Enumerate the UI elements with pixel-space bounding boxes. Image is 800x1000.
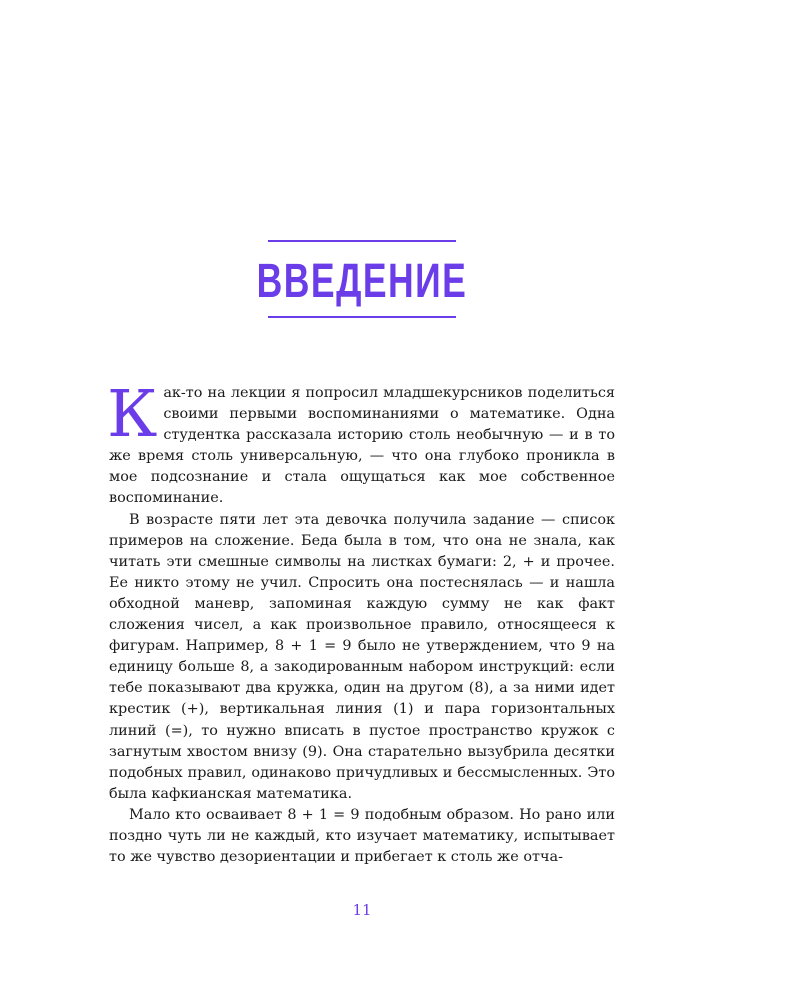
paragraph-1 bbox=[107, 377, 615, 510]
chapter-title: ВВЕДЕНИЕ bbox=[256, 255, 468, 308]
page-number: 11 bbox=[352, 901, 372, 919]
paragraph-2: В возрасте пяти лет эта девочка получила задание — список примеров на сложение. Беда была в том, что она не знала, как читать эти смешные символы на листках бумаги: 2, + и прочее. Ее никто этому не учил. Спросить она постеснялась — и нашла обходной маневр, запоминая каждую сумму не как факт сложения чисел, а как произвольное правило, относящееся к фигурам. Например, 8 + 1 = 9 было не утверждением, что 9 на единицу больше 8, а закодированным набором инструкций: если тебе показывают два кружка, один на другом (8), а за ними идет крестик (+), вертикальная линия (1) и пара горизонтальных линий (=), то нужно вписать в пустое пространство кружок с загнутым хвостом внизу (9). Она старательно вызубрила десятки подобных правил, одинаково причудливых и бессмысленных. Это была кафкианская математика. bbox=[109, 511, 615, 802]
paragraph-3: Мало кто осваивает 8 + 1 = 9 подобным образом. Но рано или поздно чуть ли не каждый, кто изучает математику, испытывает то же чувство дезориентации и прибегает к столь же отча- bbox=[109, 806, 615, 866]
paragraph-1-text: ак-то на лекции я попросил младшекурсников поделиться своими первыми воспоминаниями о математике. Одна студентка рассказала историю столь необычную — и в то же время столь универсальную, — что она глубоко проникла в мое подсознание и стала ощущаться как мое собственное воспоминание. bbox=[109, 385, 615, 507]
title-rule-bottom bbox=[268, 316, 456, 318]
title-rule-top bbox=[268, 240, 456, 242]
body-text bbox=[107, 377, 615, 868]
drop-cap: К bbox=[107, 377, 158, 452]
